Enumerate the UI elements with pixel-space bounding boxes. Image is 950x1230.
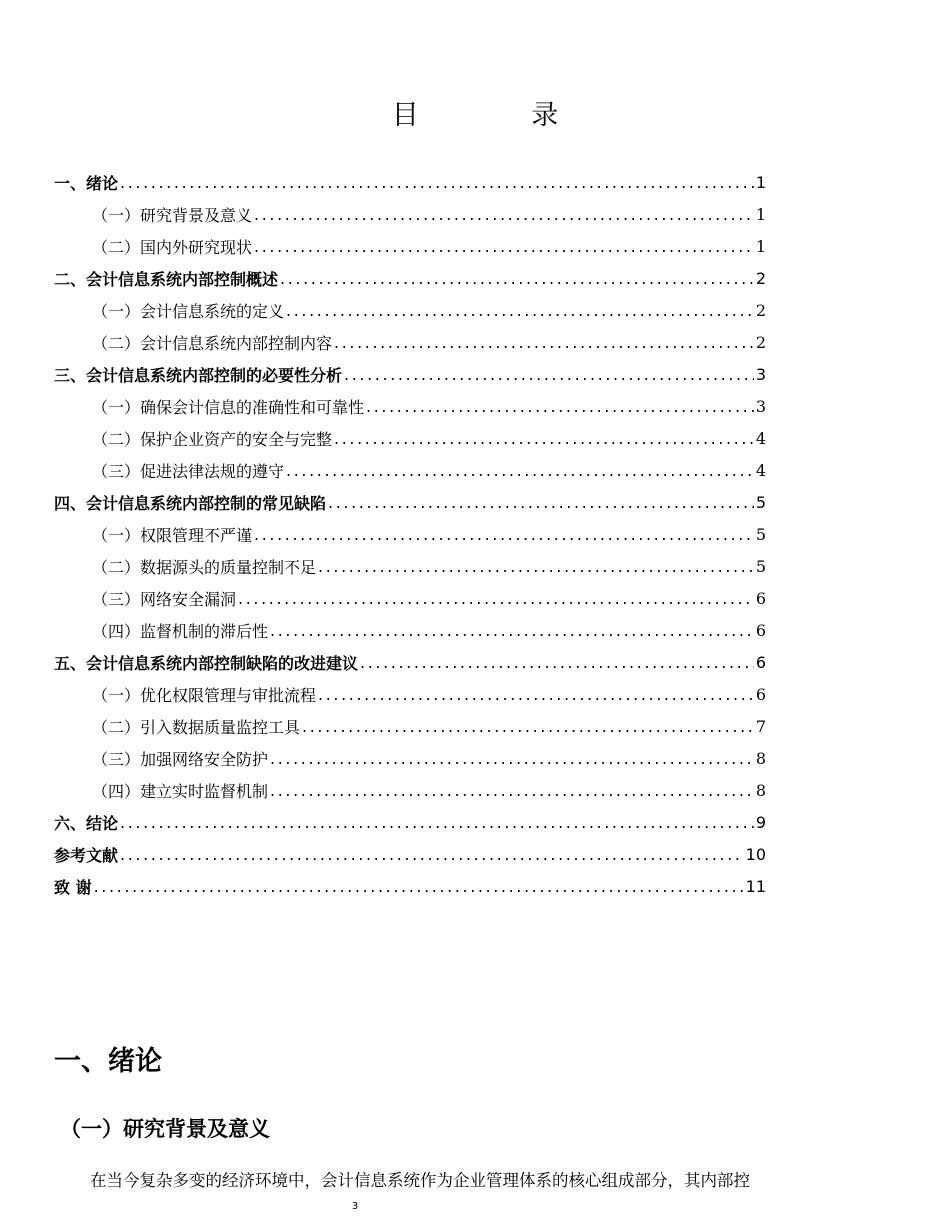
toc-entry-page: 2 <box>755 300 766 320</box>
toc-dot-leader <box>280 269 754 288</box>
toc-entry-page: 2 <box>755 332 766 352</box>
toc-entry-page: 1 <box>755 172 766 192</box>
toc-entry[interactable] <box>54 646 766 678</box>
toc-entry[interactable] <box>92 326 766 358</box>
toc-entry-page: 8 <box>755 748 766 768</box>
toc-entry-page: 5 <box>755 524 766 544</box>
toc-entry[interactable] <box>92 710 766 742</box>
toc-title: 目 录 <box>391 100 611 131</box>
toc-entry-page: 11 <box>745 876 766 896</box>
toc-entry-label: （三）加强网络安全防护 <box>92 749 269 769</box>
toc-entry-label: （四）建立实时监督机制 <box>92 781 269 801</box>
toc-entry-page: 6 <box>755 620 766 640</box>
toc-entry[interactable] <box>92 678 766 710</box>
toc-entry-label: 六、结论 <box>54 813 119 833</box>
toc-dot-leader <box>120 813 754 832</box>
toc-dot-leader <box>94 877 744 896</box>
toc-entry[interactable] <box>92 454 766 486</box>
toc-dot-leader <box>270 781 754 800</box>
toc-dot-leader <box>286 461 754 480</box>
toc-entry-label: （四）监督机制的滞后性 <box>92 621 269 641</box>
toc-dot-leader <box>334 333 754 352</box>
toc-entry-page: 3 <box>755 364 766 384</box>
chapter-heading: 一、绪论 <box>54 1046 162 1077</box>
toc-entry-page: 1 <box>755 236 766 256</box>
toc-dot-leader <box>318 557 754 576</box>
toc-entry[interactable] <box>92 518 766 550</box>
toc-entry-page: 4 <box>755 460 766 480</box>
toc-dot-leader <box>120 173 754 192</box>
toc-entry-label: 三、会计信息系统内部控制的必要性分析 <box>54 365 343 385</box>
page-number: 3 <box>351 1201 359 1212</box>
toc-entry[interactable] <box>54 806 766 838</box>
toc-entry[interactable] <box>92 550 766 582</box>
toc-dot-leader <box>270 621 754 640</box>
toc-entry[interactable] <box>92 198 766 230</box>
toc-entry-page: 6 <box>755 588 766 608</box>
toc-entry[interactable] <box>92 294 766 326</box>
toc-entry-label: （二）引入数据质量监控工具 <box>92 717 301 737</box>
toc-entry-label: 参考文献 <box>54 845 119 865</box>
toc-entry-label: （一）会计信息系统的定义 <box>92 301 285 321</box>
toc-entry-page: 1 <box>755 204 766 224</box>
toc-entry-label: 四、会计信息系统内部控制的常见缺陷 <box>54 493 327 513</box>
toc-entry-label: 五、会计信息系统内部控制缺陷的改进建议 <box>54 653 359 673</box>
toc-entry-label: 一、绪论 <box>54 173 119 193</box>
toc-entry-label: （一）确保会计信息的准确性和可靠性 <box>92 397 365 417</box>
toc-entry-label: （二）国内外研究现状 <box>92 237 253 257</box>
toc-entry-page: 5 <box>755 492 766 512</box>
toc-entry[interactable] <box>54 870 766 902</box>
toc-entry-page: 7 <box>755 716 766 736</box>
toc-entry-label: 二、会计信息系统内部控制概述 <box>54 269 279 289</box>
toc-entry-page: 9 <box>755 812 766 832</box>
toc-entry-label: 致 谢 <box>54 877 92 897</box>
toc-entry-label: （一）研究背景及意义 <box>92 205 253 225</box>
toc-entry[interactable] <box>92 390 766 422</box>
toc-entry-label: （二）会计信息系统内部控制内容 <box>92 333 333 353</box>
toc-dot-leader <box>238 589 754 608</box>
toc-entry[interactable] <box>54 262 766 294</box>
toc-entry-label: （一）权限管理不严谨 <box>92 525 253 545</box>
toc-entry-label: （二）保护企业资产的安全与完整 <box>92 429 333 449</box>
toc-entry-page: 5 <box>755 556 766 576</box>
toc-entry[interactable] <box>54 486 766 518</box>
toc-entry-page: 2 <box>755 268 766 288</box>
toc-entry-page: 4 <box>755 428 766 448</box>
toc-dot-leader <box>318 685 754 704</box>
toc-entry-label: （三）促进法律法规的遵守 <box>92 461 285 481</box>
toc-dot-leader <box>344 365 754 384</box>
toc-entry-page: 3 <box>755 396 766 416</box>
toc-dot-leader <box>120 845 744 864</box>
section-heading: （一）研究背景及意义 <box>60 1117 270 1141</box>
toc-entry-label: （一）优化权限管理与审批流程 <box>92 685 317 705</box>
toc-entry-page: 6 <box>755 652 766 672</box>
toc-dot-leader <box>254 525 754 544</box>
toc-entry-page: 10 <box>745 844 766 864</box>
toc-dot-leader <box>270 749 754 768</box>
toc-entry-label: （三）网络安全漏洞 <box>92 589 237 609</box>
toc-entry[interactable] <box>92 742 766 774</box>
toc-entry-label: （二）数据源头的质量控制不足 <box>92 557 317 577</box>
toc-entry[interactable] <box>92 614 766 646</box>
toc-dot-leader <box>360 653 754 672</box>
toc-dot-leader <box>328 493 754 512</box>
toc-entry[interactable] <box>54 838 766 870</box>
toc-dot-leader <box>334 429 754 448</box>
toc-entry-page: 8 <box>755 780 766 800</box>
toc-entry[interactable] <box>92 230 766 262</box>
toc-dot-leader <box>302 717 754 736</box>
toc-entry[interactable] <box>92 422 766 454</box>
toc-dot-leader <box>254 237 754 256</box>
toc-dot-leader <box>254 205 754 224</box>
toc-dot-leader <box>366 397 754 416</box>
toc-entry[interactable] <box>54 166 766 198</box>
toc-entry[interactable] <box>92 774 766 806</box>
toc-entry[interactable] <box>54 358 766 390</box>
body-paragraph: 在当今复杂多变的经济环境中，会计信息系统作为企业管理体系的核心组成部分，其内部控 <box>90 1171 750 1190</box>
toc-entry[interactable] <box>92 582 766 614</box>
toc-entry-page: 6 <box>755 684 766 704</box>
toc-dot-leader <box>286 301 754 320</box>
